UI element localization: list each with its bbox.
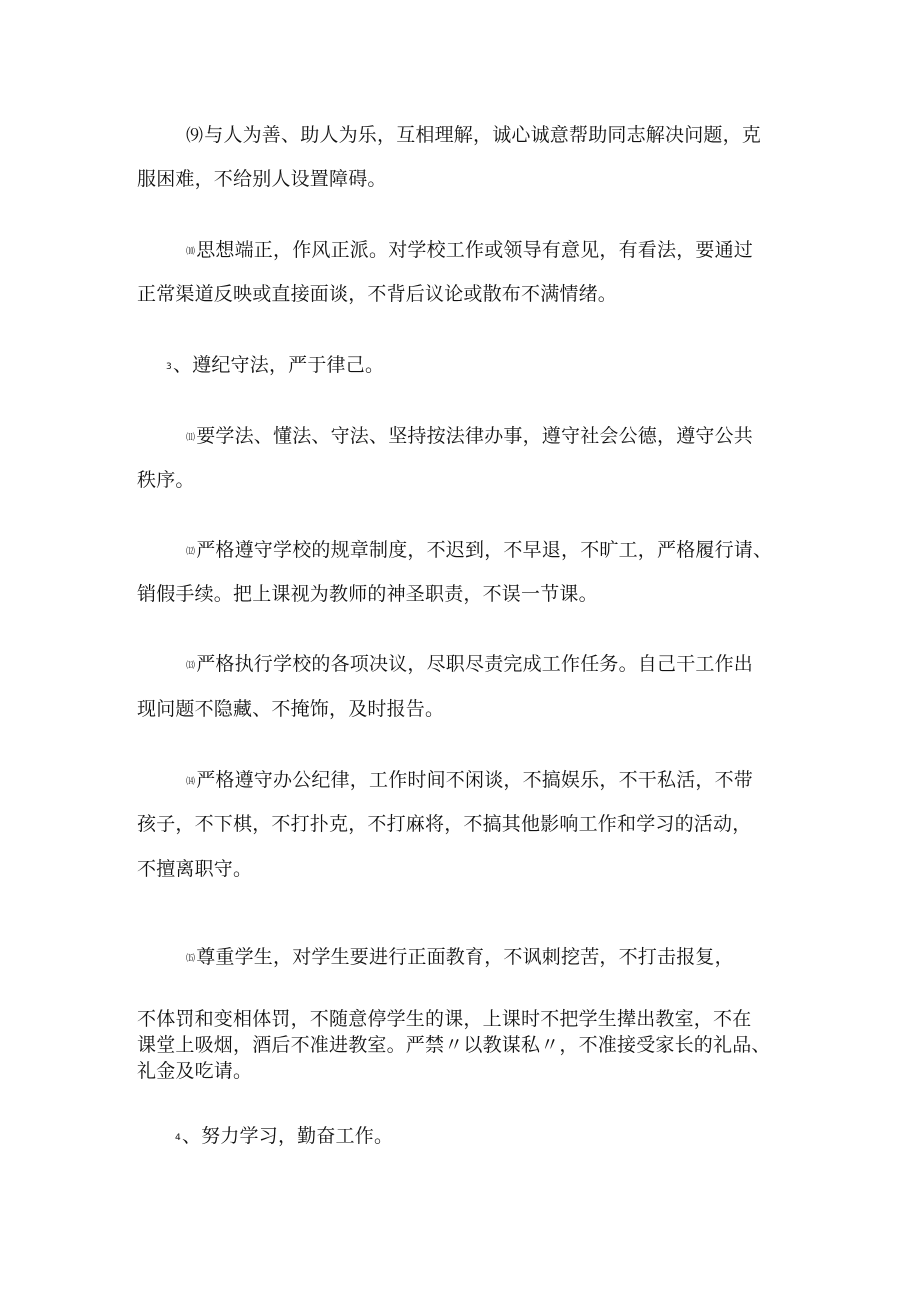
- paragraph-text: 不体罚和变相体罚，不随意停学生的课，上课时不把学生撵出教室，不在: [137, 1008, 752, 1030]
- paragraph-15-line-1: [186, 944, 734, 972]
- item-marker: ⒁: [186, 777, 196, 787]
- paragraph-14-line-1: [186, 767, 753, 795]
- item-marker: ⑽: [186, 247, 196, 257]
- paragraph-text: 不擅离职守。: [137, 858, 253, 880]
- paragraph-text: 正常渠道反映或直接面谈，不背后议论或散布不满情绪。: [137, 283, 618, 305]
- paragraph-9-line-1: [186, 122, 761, 149]
- paragraph-text: 严格遵守学校的规章制度，不迟到，不早退，不旷工，严格履行请、: [196, 539, 773, 561]
- section-4-heading: [175, 1123, 393, 1151]
- section-number: 3: [166, 362, 172, 372]
- paragraph-15-line-4: [137, 1058, 252, 1084]
- paragraph-14-line-2: [137, 811, 751, 837]
- item-marker: ⑼: [186, 126, 204, 146]
- paragraph-text: 现问题不隐藏、不掩饰，及时报告。: [137, 698, 445, 720]
- paragraph-9-line-2: [137, 166, 387, 192]
- paragraph-text: 服困难，不给别人设置障碍。: [137, 168, 387, 190]
- paragraph-11-line-1: [186, 423, 753, 451]
- paragraph-10-line-1: [186, 237, 753, 265]
- paragraph-text: 与人为善、助人为乐，互相理解，诚心诚意帮助同志解决问题，克: [204, 124, 762, 146]
- paragraph-13-line-2: [137, 696, 444, 722]
- paragraph-14-line-3: [137, 856, 252, 882]
- paragraph-11-line-2: [137, 467, 195, 493]
- section-number: 4: [175, 1133, 181, 1143]
- paragraph-12-line-2: [137, 581, 598, 607]
- paragraph-text: 思想端正，作风正派。对学校工作或领导有意见，有看法，要通过: [196, 239, 754, 261]
- section-3-heading: [166, 352, 384, 380]
- paragraph-13-line-1: [186, 651, 753, 679]
- item-marker: ⒀: [186, 661, 196, 671]
- section-heading-text: 、努力学习，勤奋工作。: [181, 1125, 394, 1147]
- paragraph-12-line-1: [186, 537, 772, 565]
- paragraph-15-line-3: [137, 1032, 771, 1058]
- item-marker: ⑿: [186, 547, 196, 557]
- item-marker: ⑾: [186, 433, 196, 443]
- paragraph-text: 销假手续。把上课视为教师的神圣职责，不误一节课。: [137, 583, 598, 605]
- paragraph-10-line-2: [137, 281, 617, 307]
- paragraph-text: 尊重学生，对学生要进行正面教育，不讽刺挖苦，不打击报复，: [196, 946, 734, 968]
- paragraph-15-line-2: [137, 1006, 751, 1032]
- paragraph-text: 秩序。: [137, 469, 195, 491]
- paragraph-text: 严格遵守办公纪律，工作时间不闲谈，不搞娱乐，不干私活，不带: [196, 769, 754, 791]
- paragraph-text: 要学法、懂法、守法、坚持按法律办事，遵守社会公德，遵守公共: [196, 425, 754, 447]
- paragraph-text: 孩子，不下棋，不打扑克，不打麻将，不搞其他影响工作和学习的活动，: [137, 813, 752, 835]
- paragraph-text: 课堂上吸烟，酒后不准进教室。严禁〃以教谋私〃，不准接受家长的礼品、: [137, 1034, 771, 1056]
- paragraph-text: 礼金及吃请。: [137, 1060, 253, 1082]
- section-heading-text: 、遵纪守法，严于律己。: [172, 354, 385, 376]
- item-marker: ⒂: [186, 954, 196, 964]
- paragraph-text: 严格执行学校的各项决议，尽职尽责完成工作任务。自己干工作出: [196, 653, 754, 675]
